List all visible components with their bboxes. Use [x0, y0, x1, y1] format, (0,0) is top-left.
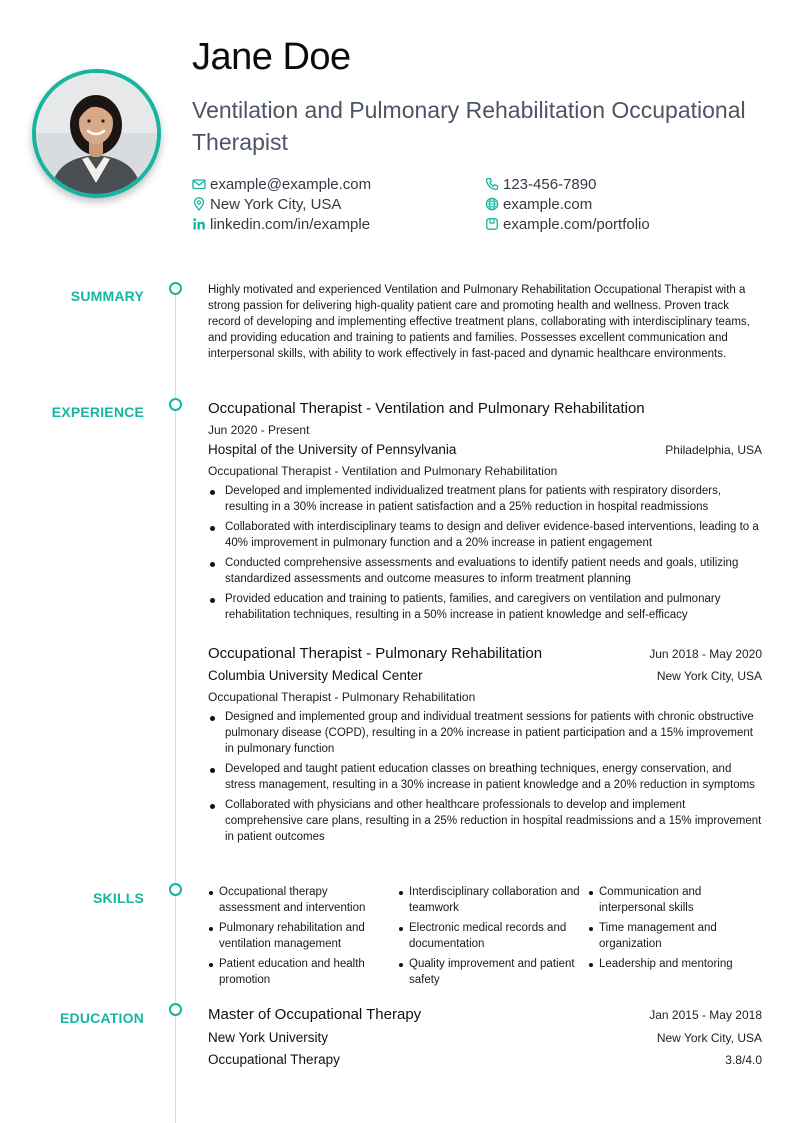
globe-icon [485, 197, 499, 211]
candidate-name: Jane Doe [192, 36, 351, 78]
job-dates: Jun 2020 - Present [208, 423, 310, 437]
list-item: Provided education and training to patients, families, and caregivers on ventilation and pulmonary rehabilitation techniques, resulting in a 50% increase in patient knowledge and self-efficacy [208, 591, 762, 623]
timeline-dot-skills [169, 883, 182, 896]
skill-item: Interdisciplinary collaboration and teamwork [398, 884, 588, 916]
timeline-dot-education [169, 1003, 182, 1016]
section-title-summary: SUMMARY [70, 288, 144, 304]
candidate-headline: Ventilation and Pulmonary Rehabilitation Occupational Therapist [192, 97, 746, 155]
skill-item: Time management and organization [588, 920, 762, 952]
summary-section [208, 282, 762, 362]
experience-job-2 [208, 644, 762, 849]
contact-phone[interactable] [485, 174, 596, 194]
skill-item: Leadership and mentoring [588, 956, 762, 988]
experience-job-1 [208, 399, 762, 627]
phone-icon [485, 177, 499, 191]
job-location: Philadelphia, USA [665, 443, 762, 457]
job-role: Occupational Therapist - Ventilation and Pulmonary Rehabilitation [208, 464, 558, 478]
education-gpa: 3.8/4.0 [725, 1053, 762, 1067]
education-school: New York University [208, 1030, 329, 1045]
job-bullets [208, 709, 762, 845]
education-field-row [208, 1051, 762, 1069]
list-item: Developed and taught patient education classes on breathing techniques, energy conservation, and stress management, resulting in a 30% increase in patient knowledge and a 20% reduction in symptoms [208, 761, 762, 793]
skill-item: Patient education and health promotion [208, 956, 398, 988]
profile-photo [32, 69, 161, 198]
education-section [208, 1005, 762, 1069]
contact-location [192, 194, 341, 214]
section-title-skills: SKILLS [93, 890, 144, 906]
job-organization: Hospital of the University of Pennsylvania [208, 442, 457, 457]
education-dates: Jan 2015 - May 2018 [649, 1008, 762, 1022]
list-item: Developed and implemented individualized treatment plans for patients with respiratory disorders, resulting in a 30% increase in patient satisfaction and a 25% reduction in hospital readmissions [208, 483, 762, 515]
list-item: Designed and implemented group and individual treatment sessions for patients with chronic obstructive pulmonary disease (COPD), resulting in a 20% increase in patient participation and a 15% improvement in pulmonary function [208, 709, 762, 757]
list-item: Conducted comprehensive assessments and evaluations to identify patient needs and goals, utilizing standardized assessments and outcome measures to inform treatment planning [208, 555, 762, 587]
education-degree-row [208, 1005, 762, 1025]
skill-item: Pulmonary rehabilitation and ventilation management [208, 920, 398, 952]
education-location: New York City, USA [656, 1031, 762, 1045]
job-title: Occupational Therapist - Pulmonary Rehabilitation [208, 645, 543, 662]
skill-item: Quality improvement and patient safety [398, 956, 588, 988]
job-org-row [208, 667, 762, 685]
section-title-education: EDUCATION [60, 1010, 144, 1026]
job-title: Occupational Therapist - Ventilation and Pulmonary Rehabilitation [208, 400, 645, 417]
education-field: Occupational Therapy [208, 1052, 340, 1067]
list-item: Collaborated with physicians and other healthcare professionals to develop and implement comprehensive care plans, resulting in a 25% reduction in hospital readmissions and a 15% improvement in patient outcomes [208, 797, 762, 845]
job-organization: Columbia University Medical Center [208, 668, 423, 683]
list-item: Collaborated with interdisciplinary teams to design and deliver evidence-based interventions, leading to a 40% improvement in pulmonary function and a 20% increase in patient engagement [208, 519, 762, 551]
education-school-row [208, 1029, 762, 1047]
linkedin-icon [192, 217, 206, 231]
contact-portfolio[interactable] [485, 214, 650, 234]
contact-website-text: example.com [503, 195, 593, 213]
job-bullets [208, 483, 762, 623]
skills-grid [208, 884, 762, 988]
contact-location-text: New York City, USA [210, 195, 342, 213]
contact-phone-text: 123-456-7890 [503, 175, 597, 193]
contact-email-text: example@example.com [210, 175, 372, 193]
mail-icon [192, 177, 206, 191]
skill-item: Communication and interpersonal skills [588, 884, 762, 916]
timeline-rail [175, 288, 176, 1123]
timeline-dot-experience [169, 398, 182, 411]
section-title-experience: EXPERIENCE [51, 404, 144, 420]
skill-item: Occupational therapy assessment and intervention [208, 884, 398, 916]
contact-email[interactable] [192, 174, 371, 194]
contact-website[interactable] [485, 194, 592, 214]
job-dates: Jun 2018 - May 2020 [649, 647, 762, 661]
skill-item: Electronic medical records and documentation [398, 920, 588, 952]
skills-section [208, 884, 762, 988]
job-location: New York City, USA [656, 669, 762, 683]
portfolio-icon [485, 217, 499, 231]
contact-linkedin[interactable] [192, 214, 370, 234]
contact-portfolio-text: example.com/portfolio [503, 215, 650, 233]
profile-photo-illustration [36, 73, 157, 194]
job-title-row [208, 644, 762, 664]
contact-linkedin-text: linkedin.com/in/example [210, 215, 371, 233]
map-pin-icon [192, 197, 206, 211]
education-degree: Master of Occupational Therapy [208, 1006, 422, 1023]
job-org-row [208, 441, 762, 459]
summary-text: Highly motivated and experienced Ventilation and Pulmonary Rehabilitation Occupational Therapist with a strong passion for delivering high-quality patient care and promoting health and wellness. Proven track record of developing and implementing effective treatment plans, collaborating with interdisciplinary teams, and providing education and training to patients and families. Possesses excellent communication and interpersonal skills, with ability to work effectively in fast-paced and dynamic healthcare environments. [208, 284, 750, 360]
job-role: Occupational Therapist - Pulmonary Rehabilitation [208, 690, 476, 704]
timeline-dot-summary [169, 282, 182, 295]
